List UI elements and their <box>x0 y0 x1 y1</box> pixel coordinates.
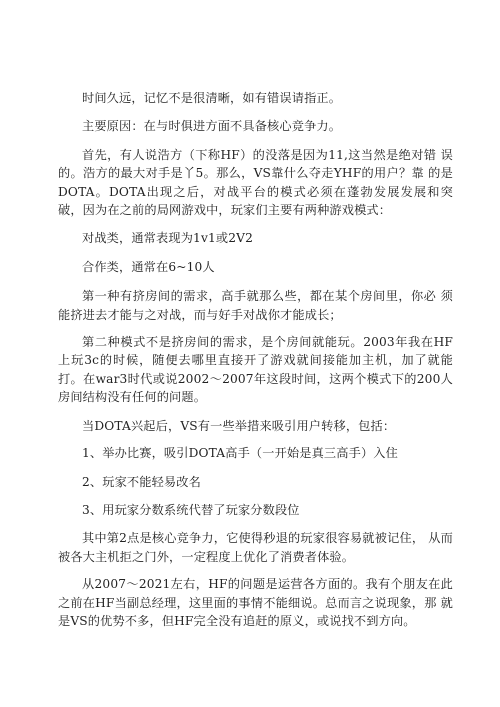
closing-paragraph: 从2007～2021左右，HF的问题是运营各方面的。我有个朋友在此 之前在HF当副总经理，这里面的事情不能细说。总而言之说现象，那 就是VS的优势不多，但HF完全没有追赶的原义，或说找不到方向。 <box>58 577 453 628</box>
list-item-3: 3、用玩家分数系统代替了玩家分数段位 <box>82 502 300 517</box>
first-point-paragraph: 首先，有人说浩方（下称HF）的没落是因为11,这当然是绝对错 误的。浩方的最大对手是丫5。那么，VS靠什么夺走YHF的用户？靠 的是DOTA。DOTA出现之后，对战平台的模式必须在蓬勃发展发展和突 破，因为在之前的局网游戏中，玩家们主要有两种游戏模式： <box>58 147 453 218</box>
second-mode-description-paragraph: 第二种模式不是挤房间的需求，是个房间就能玩。2003年我在HF 上玩3c的时候，随便去哪里直接开了游戏就间接能加主机，加了就能 打。在war3时代或说2002～2007年这段时间，这两个模式下的200人 房间结构没有任何的问题。 <box>58 335 453 405</box>
main-reason-paragraph: 主要原因：在与时俱进方面不具备核心竞争力。 <box>82 119 342 134</box>
intro-paragraph: 时间久远，记忆不是很清晰，如有错误请指正。 <box>82 91 342 105</box>
first-mode-description-paragraph: 第一种有挤房间的需求，高手就那么些，都在某个房间里，你必 须能挤进去才能与之对战，而与好手对战你才能成长； <box>58 289 453 322</box>
core-competence-paragraph: 其中第2点是核心竞争力，它使得秒退的玩家很容易就被记住， 从而被各大主机拒之门外，一定程度上优化了消费者体验。 <box>58 531 453 564</box>
coop-mode-paragraph: 合作类，通常在6~10人 <box>82 259 215 274</box>
list-item-1: 1、举办比赛，吸引DOTA高手（一开始是真三高手）入住 <box>82 446 398 461</box>
battle-mode-paragraph: 对战类，通常表现为1v1或2V2 <box>82 231 253 246</box>
list-item-2: 2、玩家不能轻易改名 <box>82 474 201 489</box>
dota-rise-paragraph: 当DOTA兴起后，VS有一些举措来吸引用户转移，包括： <box>82 418 396 433</box>
